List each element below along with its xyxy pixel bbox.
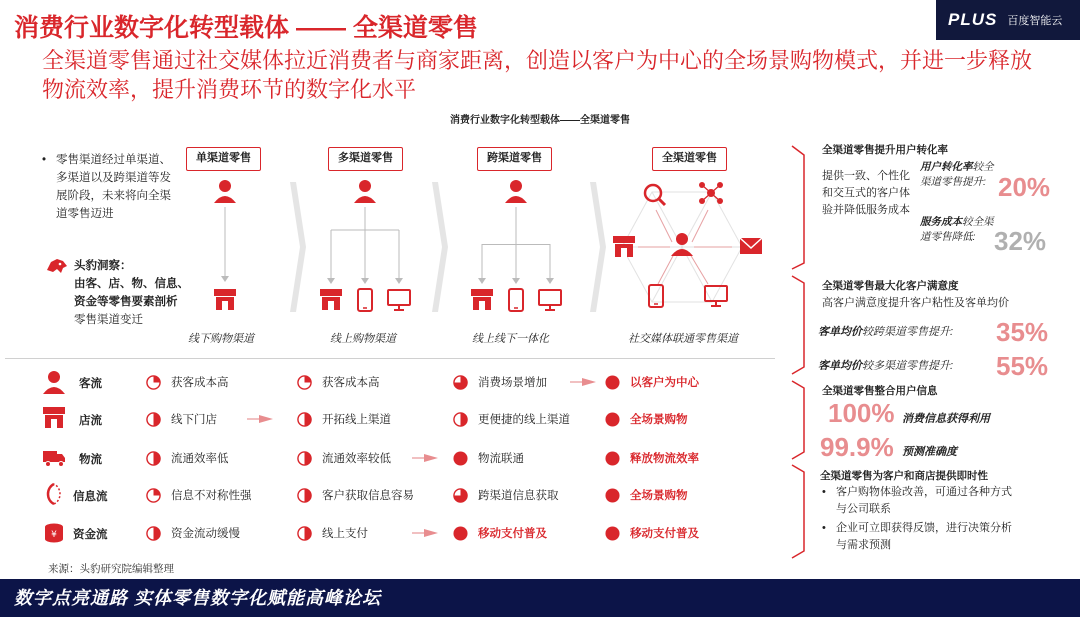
source-note: 来源：头豹研究院编辑整理 — [48, 563, 174, 575]
leopard-icon — [45, 256, 69, 276]
flow-cell — [605, 525, 699, 541]
stage-label-single: 单渠道零售 — [186, 147, 261, 171]
full-pie-icon — [605, 526, 620, 541]
metric-label-rest: 较跨渠道零售提升: — [862, 326, 954, 338]
panel-heading: 全渠道零售为客户和商店提供即时性 — [820, 470, 988, 482]
stage-desc-multi: 线上购物渠道 — [330, 333, 396, 345]
panel-bullet-text: 企业可立即获得反馈，进行决策分析与需求预测 — [836, 522, 1012, 551]
cell-text: 开拓线上渠道 — [322, 414, 391, 426]
bracket-divider — [790, 380, 808, 460]
flow-cell — [146, 374, 229, 390]
cell-text: 获客成本高 — [322, 377, 380, 389]
flow-cell — [453, 525, 547, 541]
cell-text: 线下门店 — [171, 414, 217, 426]
cell-text: 释放物流效率 — [630, 453, 699, 465]
cell-text: 资金流动缓慢 — [171, 528, 240, 540]
flow-label-customer: 客流 — [79, 378, 102, 390]
truck-icon — [42, 445, 66, 469]
bracket-divider — [790, 464, 808, 559]
flow-cell — [605, 450, 699, 466]
stage-desc-single: 线下购物渠道 — [188, 333, 254, 345]
rocket-icon — [245, 412, 277, 426]
stage-label-cross: 跨渠道零售 — [477, 147, 552, 171]
metric-label-bold: 服务成本 — [920, 216, 962, 228]
metric-label — [818, 358, 953, 375]
intro-bullet: • 零售渠道经过单渠道、多渠道以及跨渠道等发展阶段，未来将向全渠道零售迈进 — [42, 151, 182, 223]
half-pie-icon — [146, 451, 161, 466]
full-pie-icon — [605, 488, 620, 503]
metric-value: 32% — [994, 226, 1047, 256]
full-pie-icon — [605, 375, 620, 390]
metric-label — [920, 160, 996, 190]
flow-cell — [453, 411, 570, 427]
half-pie-icon — [146, 526, 161, 541]
chevron-right-icon — [432, 182, 448, 312]
metric-value: 55% — [996, 351, 1049, 381]
stage-desc-omni: 社交媒体联通零售渠道 — [628, 333, 738, 345]
three-quarter-pie-icon — [453, 375, 468, 390]
logo-brand-text: 百度智能云 — [1007, 15, 1063, 27]
half-pie-icon — [453, 412, 468, 427]
flow-cell — [605, 374, 699, 390]
metric-label-bold: 客单均价 — [818, 326, 862, 338]
user-icon — [354, 180, 376, 203]
phone-icon — [509, 289, 523, 311]
phone-icon — [358, 289, 372, 311]
insight-line-2: 资金等零售要素剖析 — [74, 296, 178, 308]
brand-logo — [936, 0, 1080, 40]
cell-text: 全场景购物 — [630, 414, 688, 426]
metric-label-rest: 较全渠道零售降低: — [920, 216, 994, 243]
cell-text: 跨渠道信息获取 — [478, 490, 559, 502]
full-pie-icon — [605, 412, 620, 427]
flow-label-store: 店流 — [79, 415, 102, 427]
metric-value: 99.9% — [820, 432, 894, 462]
store-icon — [471, 289, 493, 310]
flow-label-info: 信息流 — [73, 491, 108, 503]
flow-cell — [453, 450, 524, 466]
chevron-right-icon — [290, 182, 306, 312]
monitor-icon — [388, 290, 410, 310]
flow-cell — [453, 487, 559, 503]
flow-cell — [453, 374, 547, 390]
metric-label-rest: 较多渠道零售提升: — [862, 360, 954, 372]
cell-text: 获客成本高 — [171, 377, 229, 389]
flow-cell — [146, 411, 217, 427]
intro-bullet-text: 零售渠道经过单渠道、多渠道以及跨渠道等发展阶段，未来将向全渠道零售迈进 — [56, 154, 171, 220]
info-icon — [42, 482, 66, 506]
divider — [5, 358, 775, 359]
flow-cell — [297, 374, 380, 390]
panel-heading: 全渠道零售整合用户信息 — [822, 385, 938, 397]
full-pie-icon — [453, 526, 468, 541]
footer-banner: 数字点亮通路 实体零售数字化赋能高峰论坛 — [0, 579, 1080, 617]
user-icon — [505, 180, 527, 203]
cell-text: 消费场景增加 — [478, 377, 547, 389]
panel-bullet-text: 客户购物体验改善，可通过各种方式与公司联系 — [836, 486, 1012, 515]
flow-cell — [297, 487, 414, 503]
stage-desc-cross: 线上线下一体化 — [472, 333, 549, 345]
panel-bullet: • 企业可立即获得反馈，进行决策分析与需求预测 — [822, 520, 1017, 554]
metric-value: 20% — [998, 172, 1051, 202]
flow-cell — [297, 450, 391, 466]
half-pie-icon — [297, 451, 312, 466]
flow-cell — [297, 525, 368, 541]
metric-value: 35% — [996, 317, 1049, 347]
insight-label: 头豹洞察： — [74, 260, 132, 272]
user-icon — [671, 233, 693, 256]
cell-text: 信息不对称性强 — [171, 490, 252, 502]
share-icon — [699, 182, 723, 204]
store-icon — [42, 406, 66, 430]
insight-line-3: 零售渠道变迁 — [74, 314, 143, 326]
half-pie-icon — [297, 488, 312, 503]
metric-label-rest: 较全渠道零售提升: — [920, 161, 994, 188]
user-icon — [42, 370, 66, 394]
bracket-divider — [790, 275, 808, 375]
cell-text: 全场景购物 — [630, 490, 688, 502]
store-icon — [613, 236, 635, 257]
metric-label-bold: 用户转化率 — [920, 161, 973, 173]
panel-heading: 全渠道零售提升用户转化率 — [822, 144, 948, 156]
flow-label-logistics: 物流 — [79, 454, 102, 466]
mail-icon — [740, 238, 762, 254]
page-subtitle: 全渠道零售通过社交媒体拉近消费者与商家距离，创造以客户为中心的全场景购物模式，并进一步释放物流效率，提升消费环节的数字化水平 — [42, 48, 1033, 102]
panel-bullet: • 客户购物体验改善，可通过各种方式与公司联系 — [822, 484, 1017, 518]
metric-label-bold: 客单均价 — [818, 360, 862, 372]
search-icon — [645, 185, 665, 205]
cell-text: 物流联通 — [478, 453, 524, 465]
store-icon — [214, 289, 236, 310]
metric-label: 预测准确度 — [902, 446, 957, 458]
cell-text: 更便捷的线上渠道 — [478, 414, 570, 426]
half-pie-icon — [297, 526, 312, 541]
flow-cell — [146, 525, 240, 541]
metric-value: 100% — [828, 398, 895, 428]
phone-icon — [649, 285, 663, 307]
metric-label — [920, 215, 996, 245]
quarter-pie-icon — [146, 375, 161, 390]
full-pie-icon — [453, 451, 468, 466]
half-pie-icon — [297, 412, 312, 427]
cell-text: 线上支付 — [322, 528, 368, 540]
money-icon — [42, 521, 66, 545]
quarter-pie-icon — [146, 488, 161, 503]
cell-text: 流通效率低 — [171, 453, 229, 465]
bracket-divider — [790, 145, 808, 270]
store-icon — [320, 289, 342, 310]
stage-label-multi: 多渠道零售 — [328, 147, 403, 171]
rocket-icon — [410, 526, 442, 540]
logo-plus-text: PLUS — [948, 10, 998, 29]
quarter-pie-icon — [297, 375, 312, 390]
flow-cell — [146, 450, 229, 466]
stage-label-omni: 全渠道零售 — [652, 147, 727, 171]
panel-text: 高客户满意度提升客户粘性及客单均价 — [822, 297, 1009, 309]
rocket-icon — [410, 451, 442, 465]
three-quarter-pie-icon — [453, 488, 468, 503]
flow-cell — [605, 487, 688, 503]
cell-text: 以客户为中心 — [630, 377, 699, 389]
metric-label: 消费信息获得利用 — [902, 413, 990, 425]
flow-cell — [297, 411, 391, 427]
cell-text: 流通效率较低 — [322, 453, 391, 465]
cell-text: 客户获取信息容易 — [322, 490, 414, 502]
panel-heading: 全渠道零售最大化客户满意度 — [822, 280, 959, 292]
channel-diagram — [180, 172, 780, 322]
metric-label — [818, 324, 953, 341]
cell-text: 移动支付普及 — [478, 528, 547, 540]
diagram-title: 消费行业数字化转型载体——全渠道零售 — [450, 115, 630, 126]
chevron-right-icon — [590, 182, 606, 312]
full-pie-icon — [605, 451, 620, 466]
half-pie-icon — [146, 412, 161, 427]
insight-text — [74, 275, 194, 329]
rocket-icon — [568, 375, 600, 389]
insight-line-1: 由客、店、物、信息、 — [74, 278, 189, 290]
flow-cell — [146, 487, 252, 503]
cell-text: 移动支付普及 — [630, 528, 699, 540]
panel-text: 提供一致、个性化和交互式的客户体验并降低服务成本 — [822, 170, 910, 216]
monitor-icon — [539, 290, 561, 310]
svg-text:¥: ¥ — [51, 530, 57, 540]
user-icon — [214, 180, 236, 203]
flow-label-capital: 资金流 — [73, 529, 108, 541]
page-title: 消费行业数字化转型载体 —— 全渠道零售 — [14, 14, 478, 42]
flow-cell — [605, 411, 688, 427]
